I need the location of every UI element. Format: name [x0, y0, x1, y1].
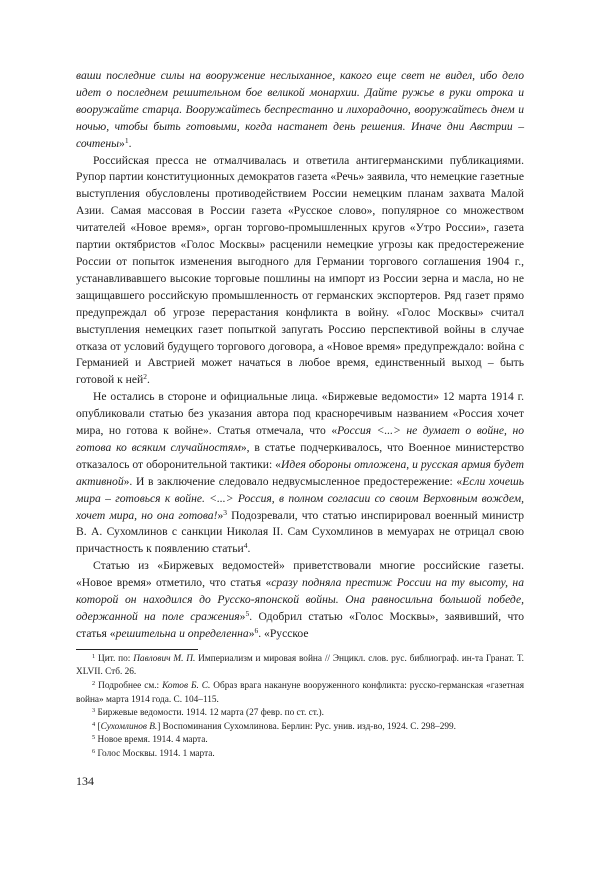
text-run: . «Русское — [258, 626, 309, 640]
footnote — [76, 734, 524, 748]
italic-text: Если хочешь мира – готовься к войне. <...> Россия, в полном согласии со своим Верховным вождем, хочет мира, но она готова! — [76, 474, 524, 522]
italic-text: Россия <...> не думает о войне, но готова ко всяким случайностям — [76, 424, 524, 454]
footnote-marker: 6 — [92, 747, 96, 755]
footnote — [76, 748, 524, 762]
text-run: Не остались в стороне и официальные лица. «Биржевые ведомости» 12 марта 1914 г. опубликовали статью без указания автора под красноречивым названием «Россия хочет мира, но готова к войне». Статья отмечала, что « — [76, 390, 524, 438]
text-run: Голос Москвы. 1914. 1 марта. — [95, 748, 215, 759]
footnote — [76, 721, 524, 735]
text-run: Цит. по: — [95, 653, 134, 664]
italic-text: Котов Б. С. — [162, 681, 211, 691]
italic-text: Павлович М. П. — [133, 653, 196, 664]
text-run: . Одобрил статью «Голос Москвы», заявивший, что статья « — [76, 610, 524, 640]
page-number: 134 — [76, 773, 94, 788]
text-run: » — [217, 508, 224, 522]
italic-text: Идея обороны отложена, и русская армия будет активной — [76, 457, 524, 488]
book-page — [76, 68, 524, 789]
paragraph-officials — [76, 389, 524, 558]
paragraph-quote-continuation — [76, 68, 524, 153]
footnote-marker: 3 — [92, 707, 96, 715]
footnotes — [76, 653, 524, 762]
footnote — [76, 653, 524, 680]
text-run: » — [119, 136, 125, 150]
footnote-marker: 4 — [92, 720, 96, 728]
footnote-marker: 4 — [243, 541, 248, 551]
text-run: . — [247, 542, 251, 556]
text-run: Российская пресса не отмалчивалась и ответила антигерманскими публикациями. Рупор партии конституционных демократов газета «Речь» заявила, что немецкие газетные выступления обусловлены противодействием России немецким планам захвата Малой Азии. Самая массовая в России газета «Русское слово», популярное со множеством читателей «Новое время», орган торгово-промышленных кругов «Утро России», газета партии октябристов «Голос Москвы» расценили немецкие угрозы как предостережение России от попыток изменения выгодного для Германии торгового соглашения 1904 г., устанавливавшего высокие торговые пошлины на импорт из России зерна и масла, но не защищавшего российскую промышленность от германских экспортеров. Ряд газет прямо предупреждал об угрозе перерастания конфликта в войну. «Голос Москвы» считал выступления немецких газет попыткой запугать Россию перспективой войны в случае отказа от условий будущего торгового договора, а «Новое время» предупреждало: война с Германией и Австрией может начаться в любое время, единственный выход – быть готовой к ней — [76, 153, 524, 387]
text-run: Биржевые ведомости. 1914. 12 марта (27 февр. по ст. ст.). — [95, 708, 324, 719]
footnote-marker: 5 — [245, 609, 250, 618]
footnote-marker: 5 — [92, 734, 96, 742]
footnote-marker: 3 — [223, 507, 228, 517]
text-run: », в статье подчеркивалось, что Военное министерство отказалось от оборонительной тактики: « — [76, 440, 524, 471]
italic-text: сразу подняла престиж России на ту высоту, на которой он находился до Русско-японской войны. Она равносильна большой победе, одержанной на поле сражения — [76, 576, 524, 623]
text-run: Образ врага накануне вооруженного конфликта: русско-германская «газетная война» марта 1914 года. С. 104–115. — [76, 681, 524, 705]
text-run: Подробнее см.: — [95, 681, 163, 691]
text-run: . — [146, 373, 150, 387]
italic-text: Сухомлинов В. — [100, 721, 158, 732]
paragraph-newspapers-reaction — [76, 558, 524, 643]
footnote-marker: 2 — [92, 680, 96, 687]
text-run: Империализм и мировая война // Энцикл. слов. рус. библиограф. ин-та Гранат. Т. XLVII. Стб. 26. — [76, 653, 525, 678]
footnote-separator — [76, 649, 198, 650]
text-run: Статью из «Биржевых ведомостей» приветствовали многие российские газеты. «Новое время» отметило, что статья « — [76, 559, 524, 590]
footnote-marker: 6 — [254, 625, 259, 635]
footnote — [76, 680, 524, 707]
text-run: Подозревали, что статью инспирировал военный министр В. А. Сухомлинов с санкции Николая II. Сам Сухомлинов в мемуарах не отрицал свою причастность к появлению статьи — [76, 508, 525, 556]
text-run: » — [239, 610, 246, 623]
italic-text: ваши последние силы на вооружение неслыханное, какого еще свет не видел, ибо дело идет о последнем решительном бое великой монархии. Дайте ружье в руки отрока и вооружайте старца. Вооружайтесь беспрестанно и лихорадочно, вооружайтесь днем и ночью, чтобы быть готовыми, когда настанет день решения. Иначе дни Австрии – сочтены — [76, 69, 524, 150]
paragraph-russian-press — [76, 153, 524, 390]
footnote-marker: 2 — [143, 372, 147, 382]
text-run: . — [128, 136, 132, 150]
text-run: Новое время. 1914. 4 марта. — [95, 735, 208, 746]
footnote-marker: 1 — [92, 652, 96, 660]
text-run: [ — [95, 721, 101, 732]
main-text — [76, 68, 524, 643]
text-run: » — [248, 626, 255, 640]
footnote-marker: 1 — [124, 135, 129, 145]
italic-text: решительна и определенна — [115, 626, 249, 640]
text-run: ». И в заключение следовало недвусмысленное предостережение: « — [123, 474, 463, 488]
text-run: ] Воспоминания Сухомлинова. Берлин: Рус. унив. изд-во, 1924. С. 298–299. — [157, 721, 456, 732]
footnote — [76, 707, 524, 721]
